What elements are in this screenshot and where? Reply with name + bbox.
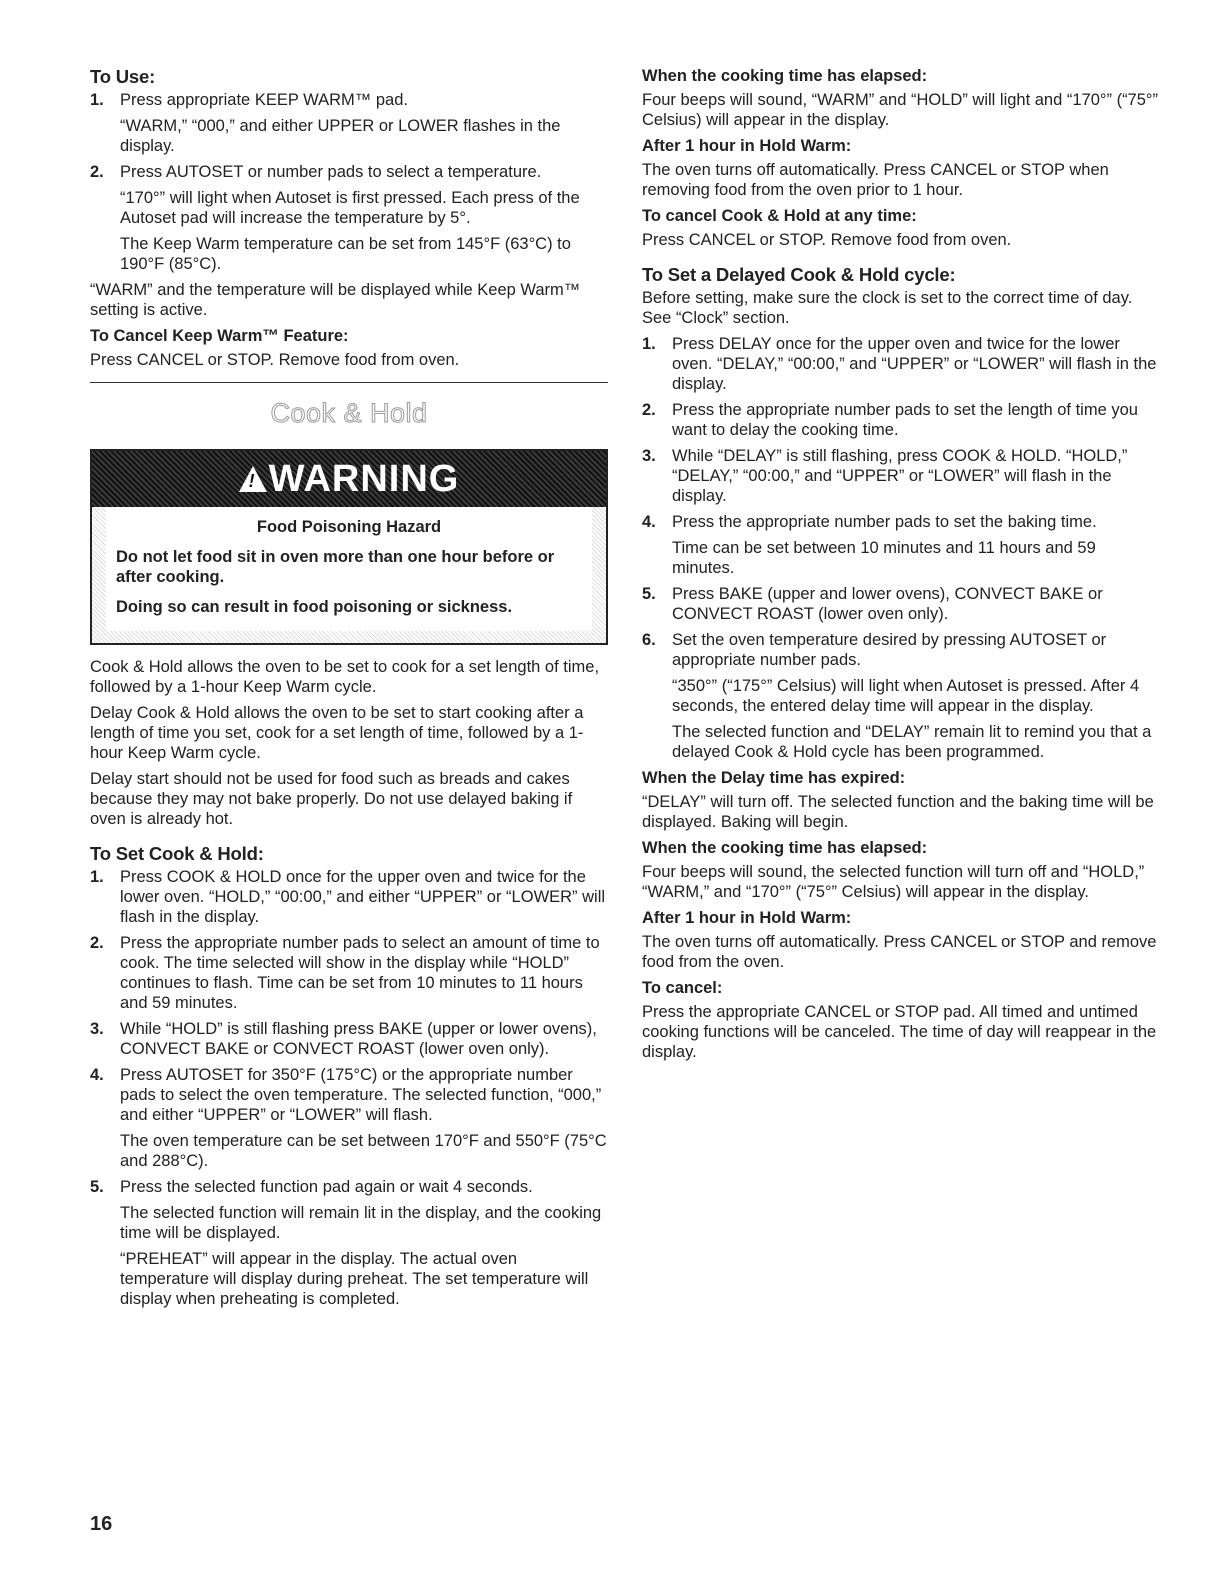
right-column [642, 66, 1160, 1068]
warning-title-text: WARNING [268, 458, 460, 500]
set-cook-hold-steps [90, 867, 608, 1309]
step-text: Press the appropriate number pads to set the baking time. [672, 513, 1097, 531]
step-number: 4. [642, 513, 656, 531]
warning-title [239, 458, 460, 500]
delay-expired-heading: When the Delay time has expired: [642, 769, 906, 787]
warning-line-2: Doing so can result in food poisoning or sickness. [116, 598, 513, 616]
step-text: Press AUTOSET or number pads to select a temperature. [120, 163, 542, 181]
step-note: Time can be set between 10 minutes and 11 hours and 59 minutes. [672, 539, 1096, 577]
step-text: While “DELAY” is still flashing, press COOK & HOLD. “HOLD,” “DELAY,” “00:00,” and “UPPER” or “LOWER” will flash in the display. [672, 447, 1128, 505]
page-number: 16 [90, 1513, 113, 1535]
step-text: Press the appropriate number pads to set the length of time you want to delay the cooking time. [672, 401, 1138, 439]
step-number: 3. [642, 447, 656, 465]
step-text: Press DELAY once for the upper oven and twice for the lower oven. “DELAY,” “00:00,” and “UPPER” or “LOWER” will flash in the display. [672, 335, 1157, 393]
elapsed-text-1: Four beeps will sound, “WARM” and “HOLD” will light and “170°” (“75°” Celsius) will appear in the display. [642, 91, 1159, 129]
section-divider [90, 382, 608, 383]
step-number: 6. [642, 631, 656, 649]
step-number: 2. [642, 401, 656, 419]
cancel-keep-warm-heading: To Cancel Keep Warm™ Feature: [90, 327, 349, 345]
after-hour-text-2: The oven turns off automatically. Press CANCEL or STOP and remove food from the oven. [642, 933, 1157, 971]
delayed-cook-hold-heading: To Set a Delayed Cook & Hold cycle: [642, 264, 956, 285]
step-note: “350°” (“175°” Celsius) will light when Autoset is pressed. After 4 seconds, the entered delay time will appear in the display. [672, 677, 1140, 715]
cancel-any-time-heading: To cancel Cook & Hold at any time: [642, 207, 917, 225]
step-number: 1. [642, 335, 656, 353]
warning-box [90, 449, 608, 645]
elapsed-text-2: Four beeps will sound, the selected function will turn off and “HOLD,” “WARM,” and “170°” (“75°” Celsius) will appear in the display. [642, 863, 1145, 901]
step-item [90, 162, 608, 274]
warning-triangle-icon [239, 466, 267, 492]
step-item [642, 334, 1160, 394]
step-note: “WARM,” “000,” and either UPPER or LOWER flashes in the display. [120, 117, 561, 155]
cancel-heading: To cancel: [642, 979, 723, 997]
step-item [642, 512, 1160, 578]
step-item [90, 90, 608, 156]
step-item [642, 446, 1160, 506]
after-hour-text-1: The oven turns off automatically. Press CANCEL or STOP when removing food from the oven prior to 1 hour. [642, 161, 1109, 199]
after-hour-heading-1: After 1 hour in Hold Warm: [642, 137, 852, 155]
to-use-steps [90, 90, 608, 274]
step-item [642, 400, 1160, 440]
step-item [642, 630, 1160, 762]
elapsed-heading-2: When the cooking time has elapsed: [642, 839, 928, 857]
step-text: Set the oven temperature desired by pressing AUTOSET or appropriate number pads. [672, 631, 1107, 669]
section-title: Cook & Hold [270, 398, 428, 428]
cancel-text: Press the appropriate CANCEL or STOP pad. All timed and untimed cooking functions will be canceled. The time of day will reappear in the display. [642, 1003, 1157, 1061]
step-item [90, 1019, 608, 1059]
step-text: Press appropriate KEEP WARM™ pad. [120, 91, 408, 109]
keep-warm-display-note: “WARM” and the temperature will be displayed while Keep Warm™ setting is active. [90, 281, 581, 319]
step-text: While “HOLD” is still flashing press BAKE (upper or lower ovens), CONVECT BAKE or CONVECT ROAST (lower oven only). [120, 1020, 597, 1058]
cancel-keep-warm-text: Press CANCEL or STOP. Remove food from oven. [90, 351, 460, 369]
left-column [90, 66, 608, 1315]
step-item [90, 1177, 608, 1309]
step-note: “PREHEAT” will appear in the display. The actual oven temperature will display during preheat. The set temperature will display when preheating is completed. [120, 1250, 589, 1308]
step-note: The selected function will remain lit in the display, and the cooking time will be displayed. [120, 1204, 602, 1242]
warning-header [92, 451, 606, 507]
cancel-any-time-text: Press CANCEL or STOP. Remove food from oven. [642, 231, 1012, 249]
step-note: The selected function and “DELAY” remain lit to remind you that a delayed Cook & Hold cycle has been programmed. [672, 723, 1152, 761]
warning-line-1: Do not let food sit in oven more than one hour before or after cooking. [116, 548, 555, 586]
step-number: 2. [90, 934, 104, 952]
step-item [90, 933, 608, 1013]
step-number: 5. [90, 1178, 104, 1196]
step-number: 5. [642, 585, 656, 603]
step-number: 3. [90, 1020, 104, 1038]
delayed-intro: Before setting, make sure the clock is set to the correct time of day. See “Clock” section. [642, 289, 1133, 327]
step-text: Press BAKE (upper and lower ovens), CONVECT BAKE or CONVECT ROAST (lower oven only). [672, 585, 1103, 623]
to-use-heading: To Use: [90, 66, 156, 87]
warning-body [106, 507, 592, 631]
intro-paragraph-3: Delay start should not be used for food such as breads and cakes because they may not bake properly. Do not use delayed baking if oven is already hot. [90, 770, 573, 828]
set-cook-hold-heading: To Set Cook & Hold: [90, 843, 264, 864]
warning-hazard: Food Poisoning Hazard [256, 518, 442, 536]
after-hour-heading-2: After 1 hour in Hold Warm: [642, 909, 852, 927]
step-text: Press COOK & HOLD once for the upper oven and twice for the lower oven. “HOLD,” “00:00,” and either “UPPER” or “LOWER” will flash in the display. [120, 868, 606, 926]
step-item [642, 584, 1160, 624]
step-number: 1. [90, 91, 104, 109]
delayed-steps [642, 334, 1160, 762]
step-note: “170°” will light when Autoset is first pressed. Each press of the Autoset pad will increase the temperature by 5°. [120, 189, 580, 227]
step-note: The oven temperature can be set between 170°F and 550°F (75°C and 288°C). [120, 1132, 607, 1170]
intro-paragraph-2: Delay Cook & Hold allows the oven to be set to start cooking after a length of time you set, cook for a set length of time, followed by a 1-hour Keep Warm cycle. [90, 704, 584, 762]
elapsed-heading-1: When the cooking time has elapsed: [642, 67, 928, 85]
intro-paragraph-1: Cook & Hold allows the oven to be set to cook for a set length of time, followed by a 1-hour Keep Warm cycle. [90, 658, 600, 696]
step-note: The Keep Warm temperature can be set from 145°F (63°C) to 190°F (85°C). [120, 235, 571, 273]
step-text: Press the selected function pad again or wait 4 seconds. [120, 1178, 533, 1196]
step-number: 1. [90, 868, 104, 886]
delay-expired-text: “DELAY” will turn off. The selected function and the baking time will be displayed. Baking will begin. [642, 793, 1154, 831]
step-number: 2. [90, 163, 104, 181]
step-text: Press AUTOSET for 350°F (175°C) or the appropriate number pads to select the oven temperature. The selected function, “000,” and either “UPPER” or “LOWER” will flash. [120, 1066, 602, 1124]
step-item [90, 867, 608, 927]
step-number: 4. [90, 1066, 104, 1084]
step-text: Press the appropriate number pads to select an amount of time to cook. The time selected will show in the display while “HOLD” continues to flash. Time can be set from 10 minutes to 11 hours and 59 minutes. [120, 934, 600, 1012]
step-item [90, 1065, 608, 1171]
